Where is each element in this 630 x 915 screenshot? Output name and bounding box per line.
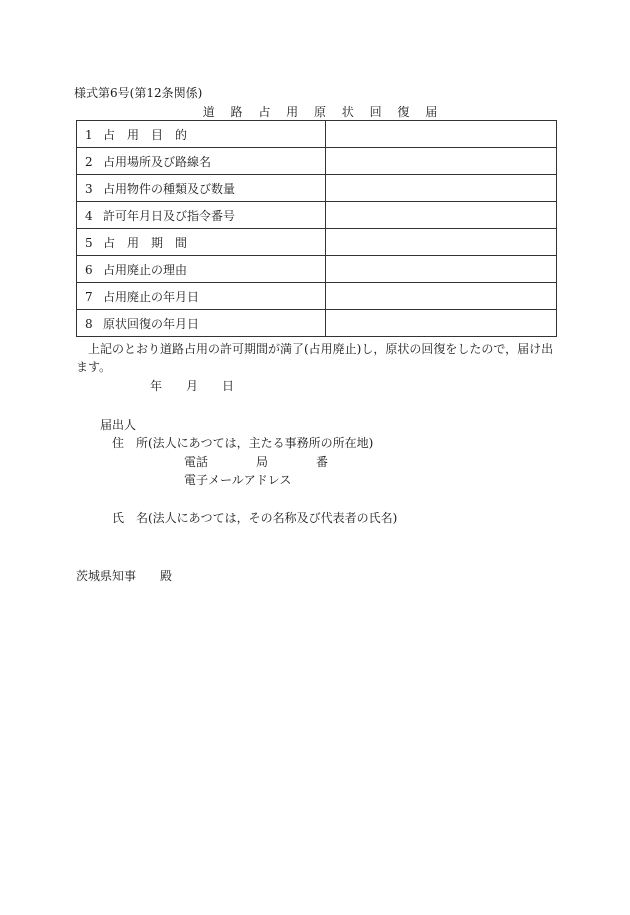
phone-number: 番 [316, 455, 329, 469]
date-month: 月 [186, 379, 199, 393]
table-row [77, 229, 557, 256]
item-value-cell[interactable] [326, 229, 557, 256]
item-value-cell[interactable] [326, 121, 557, 148]
item-label-cell [77, 229, 326, 256]
item-label: 占 用 期 間 [103, 235, 188, 250]
item-value-cell[interactable] [326, 148, 557, 175]
item-label-cell [77, 121, 326, 148]
item-label-cell [77, 202, 326, 229]
item-label: 占用物件の種類及び数量 [103, 181, 236, 196]
phone-line [184, 453, 328, 470]
item-label: 占 用 目 的 [103, 127, 188, 142]
item-label-cell [77, 175, 326, 202]
item-label: 原状回復の年月日 [103, 316, 200, 331]
item-label-cell [77, 256, 326, 283]
name-label: 氏 名(法人にあつては，その名称及び代表者の氏名) [112, 511, 398, 525]
date-day: 日 [222, 379, 235, 393]
table-row [77, 175, 557, 202]
item-number: 2 [85, 154, 93, 169]
item-label-cell [77, 310, 326, 337]
item-value-cell[interactable] [326, 175, 557, 202]
declaration-statement: 上記のとおり道路占用の許可期間が満了(占用廃止)し，原状の回復をしたので，届け出ます。 [76, 342, 554, 374]
form-number: 様式第6号(第12条関係) [74, 86, 203, 100]
table-row [77, 310, 557, 337]
phone-label: 電話 [184, 455, 209, 469]
submission-date [150, 377, 234, 394]
table-row [77, 148, 557, 175]
item-number: 6 [85, 262, 93, 277]
date-year: 年 [150, 379, 163, 393]
item-value-cell[interactable] [326, 256, 557, 283]
item-number: 4 [85, 208, 93, 223]
document-title: 道 路 占 用 原 状 回 復 届 [202, 105, 444, 119]
items-table [76, 120, 557, 337]
item-label: 許可年月日及び指令番号 [103, 208, 236, 223]
item-label: 占用場所及び路線名 [103, 154, 212, 169]
item-label-cell [77, 148, 326, 175]
item-value-cell[interactable] [326, 283, 557, 310]
item-number: 1 [85, 127, 93, 142]
phone-exchange: 局 [256, 455, 269, 469]
item-value-cell[interactable] [326, 310, 557, 337]
item-value-cell[interactable] [326, 202, 557, 229]
item-number: 8 [85, 316, 93, 331]
table-row [77, 283, 557, 310]
item-number: 5 [85, 235, 93, 250]
item-number: 7 [85, 289, 93, 304]
table-row [77, 256, 557, 283]
item-label: 占用廃止の理由 [103, 262, 188, 277]
table-row [77, 121, 557, 148]
email-label: 電子メールアドレス [184, 473, 292, 487]
applicant-label: 届出人 [100, 418, 137, 432]
item-number: 3 [85, 181, 93, 196]
address-label: 住 所(法人にあつては，主たる事務所の所在地) [112, 436, 374, 450]
table-row [77, 202, 557, 229]
addressee: 茨城県知事 殿 [76, 569, 173, 583]
item-label-cell [77, 283, 326, 310]
item-label: 占用廃止の年月日 [103, 289, 200, 304]
